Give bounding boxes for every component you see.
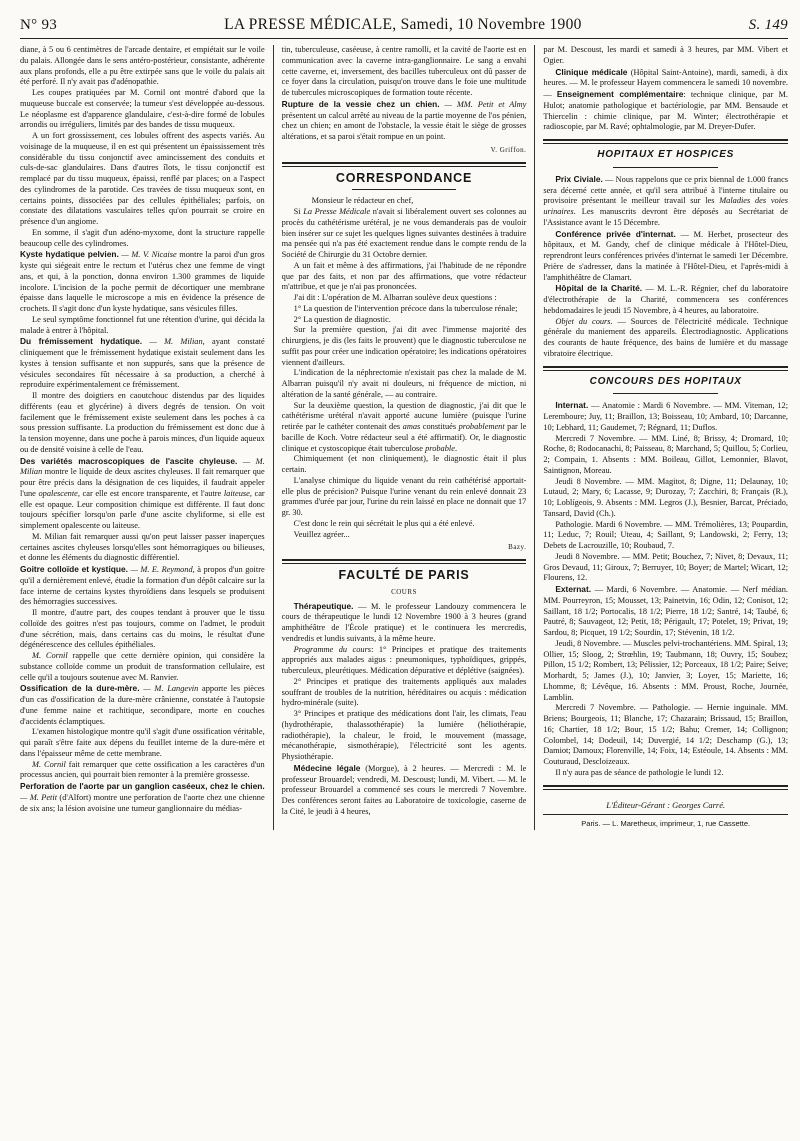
masthead-title: LA PRESSE MÉDICALE, Samedi, 10 Novembre 1900 <box>224 16 582 33</box>
article-rupture <box>282 99 527 143</box>
article-text: à propos d'un goitre qu'il a dernièrement enlevé, étudie la formation d'un dépôt calcaire sur la face interne de certains kystes thyroïdiens dans lesquels se produisent des hémorragies successives. <box>20 565 265 607</box>
column-middle <box>274 45 536 830</box>
paragraph <box>20 760 265 782</box>
article-text: — M. le professeur Landouzy commencera le cours de thérapeutique le lundi 12 Novembre 1900 à 3 heures (grand amphithéâtre de l'École pratique) et le continuera les mercredis, vendredis et lundis suivants, à la même heure. <box>281 601 527 643</box>
article-text: : technique clinique, par M. Hulot; anatomie pathologique et bactériologie, par MM. Bensaude et Thiercelin : chimie clinique, par M. Winter; électrothérapie et radioscopie, par M. Ravé; ophtalmologie, par M. Dreyer-Dufer. <box>543 90 789 132</box>
page-number: S. 149 <box>748 17 788 33</box>
paragraph: Il montre des doigtiers en caoutchouc distendus par des liquides différents (eau et glycérine) à divers degrés de tension. On voit facilement que le frémissement existe seulement dans les poches à ca sous pression suffisante. La production du frémissement est donc due à la tension moyenne, dans une poche à parois minces, d'un liquide aqueux ou de densité voisine à celle de l'eau. <box>20 391 265 454</box>
paragraph <box>282 601 527 645</box>
divider <box>613 167 718 168</box>
paragraph: Le seul symptôme fonctionnel fut une rétention d'urine, qui décida la malade à entrer à l'hôpital. <box>20 314 265 335</box>
article-author: — MM. Petit et Almy <box>444 99 527 109</box>
article-kyste <box>20 249 265 315</box>
paragraph: Jeudi 8 Novembre. — MM. Magitot, 8; Digne, 11; Delaunay, 10; Lutaud, 2; Mary, 6; Lacasse, 9; Durozay, 7; Zacchiri, 8; Français (R.), 10; Loblígeois, 9. Absents : MM. Legros (J.), Besnier, Barcat, Préciado, Tansard, David (Ch.). <box>543 476 789 518</box>
paragraph: A un fort grossissement, ces lobules offrent des aspects variés. Au voisinage de la muqueuse, il en est qui présentent un épaississement très considérable du tissu conjonctif avec amincissement des conduits et culs-de-sac glandulaires. Dans d'autres îlots, le tissu conjonctif est remplacé par du tissu muqueux, épaissi, renflé par places; on a l'aspect des cylindromes de la parotide. Ces travées de tissu muqueux sont, en certains points, dissociées par des cellules épithéliales; parfois, on constate des dilatations vasculaires telles qu'on pourrait se croire en présence d'un angiome. <box>20 131 265 226</box>
paragraph: 2° La question de diagnostic. <box>293 314 391 324</box>
paragraph: 2° Principes et pratique des traitements appliqués aux malades souffrant de troubles de la nutrition, héréditaires ou acquis : médication hydro-minérale (suite). <box>281 676 527 708</box>
article-ossification <box>20 683 265 727</box>
paragraph: Mercredi 7 Novembre. — MM. Liné, 8; Brissy, 4; Dromard, 10; Roche, 8; Rodocanachi, 8; Paisseau, 8; Marchand, 5; Quillou, 5; Corlieu, 2; Compain, 1. Absents : MM. Boileau, Gillot, Lemonnier, Blavot, Saintignon, Moreau. <box>543 433 789 475</box>
section-title-faculte: FACULTÉ DE PARIS <box>338 568 470 582</box>
divider <box>543 814 788 815</box>
text: par le bacille de Koch. Votre rédacteur seul a été affirmatif). Or, le diagnostic clinique et cystoscopique était tuberculose <box>281 422 527 453</box>
section-title-hopitaux: HOPITAUX ET HOSPICES <box>597 149 735 160</box>
paragraph: Il montre, d'autre part, des coupes tendant à prouver que le tissu colloïde des goitres n'est pas toujours, comme on l'admet, le produit d'une sécrétion, mais, dans certains cas du moins, le résultat d'une dégénérescence des cellules épithéliales. <box>20 608 265 650</box>
article-text: ayant constaté cliniquement que le frémissement hydatique existait seulement dans les kystes à tension suffisante et non suppurés, sans que la présence de vésicules secondaires fût nécessaire à sa production, a cherché à reproduire expérimentalement ce frémissement. <box>20 337 265 390</box>
signature: Bazy. <box>508 543 527 552</box>
article-text: — M. Herbet, prosecteur des hôpitaux, et M. Gandy, chef de clinique médicale à l'Hôtel-Dieu, reprendront leurs conférences privées d'internat le samedi 1er Décembre. Prière de s'adresser, dans la matinée à l'Hôtel-Dieu, et l'après-midi à l'amphithéâtre de Clamart. <box>543 229 789 282</box>
article-author: — M. E. Reymond, <box>130 565 195 574</box>
article-text: (Morgue), à 2 heures. — Mercredi : M. le professeur Brouardel; vendredi, M. Descoust; lundi, M. Vibert. — M. le professeur Brouardel a commencé ses cours le mercredi 7 Novembre. Des conférences seront faites au Laboratoire de toxicologie, caserne de la Cité, le jeudi à 4 heures, <box>281 763 527 816</box>
paragraph: Sur la deuxième question, la question de diagnostic, j'ai dit que le cathétérisme urétéral n'avait apporté aucune lumière (puisque l'urine retirée par le cathéter contenait des amas constitués probablement par le bacille de Koch. Votre rédacteur seul a été affirmatif). Or, le diagnostic clinique et cystoscopique était tuberculose probable. <box>281 400 527 453</box>
emphasis: probable <box>425 443 455 453</box>
article-author: — M. V. Nicaise <box>121 250 177 260</box>
text: Sur la deuxième question, la question de diagnostic, j'ai dit que le cathétérisme urétéral n'avait apporté aucune lumière (puisque l'urine retirée par le cathéter contenait des <box>281 400 527 431</box>
paragraph: Jeudi 8 Novembre. — MM. Petit; Bouchez, 7; Nivet, 8; Devaux, 11; Gros Devaud, 11; Giroux, 7; Berruyer, 10; Boyer; de Martel; Wicart, 12; Flourens, 12. <box>543 551 789 583</box>
article-title: Enseignement complémentaire <box>556 89 684 99</box>
printer-line: Paris. — L. Maretheux, imprimeur, 1, rue Cassette. <box>581 819 751 829</box>
section-title-concours: CONCOURS DES HOPITAUX <box>589 375 742 387</box>
article-title: Kyste hydatique pelvien. <box>20 249 119 260</box>
emphasis: amas <box>402 422 421 431</box>
paragraph <box>543 67 788 134</box>
section-title-correspondance: CORRESPONDANCE <box>335 170 473 185</box>
paragraph: diane, à 5 ou 6 centimètres de l'arcade dentaire, et empiétait sur le voile du palais. Allongée dans le sens antéro-postérieur, consistante, adhérente aux plans profonds, elle a pu être extirpée sans que le voile du palais ait été perforé. Il n'y avait pas d'adénopathie. <box>20 45 265 87</box>
emphasis: opalescente <box>38 488 78 498</box>
paragraph: Jeudi, 8 Novembre. — Muscles pelvi-trochantériens. MM. Spiral, 13; Ollier, 15; Sloog, 2; Strœhlin, 19; Taubmann, 18; Ouvry, 15; Soubez; Pillon, 15 1/2; Rombert, 13; Pélissier, 12; Porceaux, 18 1/2; Paire; Seive; Morhardt, 5; James (J.), 10; Janvier, 3; Loyer, 15; Mariette, 16; Lhomme, 8; Lévêque, 16. Absents : MM. Proust, Roche, Journée, Lamblin. <box>543 638 789 702</box>
paragraph: Sur la première question, j'ai dit avec l'immense majorité des chirurgiens, je dis (les faits le prouvent) que le diagnostic tuberculose ne suffit pas pour créer une indication opératoire; les indications opératoires viennent d'ailleurs. <box>281 325 527 367</box>
column-right <box>535 45 788 830</box>
label: Objet du cours. <box>555 316 613 326</box>
paragraph: Il n'y aura pas de séance de pathologie le lundi 12. <box>555 767 724 777</box>
article-title: Internat. <box>555 400 589 411</box>
paragraph: C'est donc le rein qui sécrétait le plus qui a été enlevé. <box>293 518 475 528</box>
paragraph: tin, tuberculeuse, caséeuse, à centre ramolli, et la cavité de l'aorte est en communication avec la caverne intra-ganglionnaire. Le sang a envahi cette caverne, et, inversement, des bacilles tuberculeux ont dû passer de ce foyer dans la circulation, puisqu'on trouve dans le foie une multitude de tubercules microscopiques de formation toute récente. <box>281 45 527 97</box>
article-title: Conférence privée d'internat. <box>555 228 676 239</box>
paragraph <box>543 400 788 433</box>
page-header <box>20 16 788 39</box>
paragraph: Pathologie. Mardi 6 Novembre. — MM. Trémolières, 13; Poupardin, 11; Leduc, 7; Rouil; Uteau, 4; Saillant, 9; Landowski, 2; Ferry, 13; Debets de Lacrouzille, 10; Roubaud, 7. <box>543 519 789 550</box>
text: n'avait si libéralement ouvert ses colonnes au procès du cathétérisme urétéral, je ne vous demanderais pas de vouloir bien insérer sur ce sujet les quelques lignes suivantes destinées à traduire ma pensée qui n'a pas été exactement rendue dans le compte rendu de la Société de Chirurgie du 31 Octobre dernier. <box>281 207 527 259</box>
paragraph: A un fait et même à des affirmations, j'ai l'habitude de ne répondre que par des faits, et non par des affirmations, que votre rédacteur m'attribue, et que je n'ai pas prononcées. <box>281 260 527 292</box>
article-title: Médecine légale <box>293 762 361 773</box>
article-title: Du frémissement hydatique. <box>20 336 143 347</box>
text: — Sources de l'électricité médicale. Technique générale du maniement des appareils. Électrodiagnostic. Applications des courants de haute fréquence, des bains de lumière et du massage vibratoire électrique. <box>543 316 789 358</box>
paragraph: Mercredi 7 Novembre. — Pathologie. — Hernie inguinale. MM. Briens; Bourgeois, 11; Blanche, 17; Chazarain; Brissaud, 15; Braillon, 16; Chartier, 18 1/2; Bour, 15 1/2; Bahu; Cremer, 14; Collignon; Colombel, 14; Dodeuil, 14; Duvergié, 14 1/2; Deschamp (G.), 13; Damiot; Damoux; Florenville, 14; Foix, 14; Estéoule, 14. Absents : MM. Couturaud, Descloizeaux. <box>543 703 789 766</box>
section-divider <box>543 785 788 790</box>
journal-name: La Presse Médicale <box>303 207 371 216</box>
section-divider <box>543 139 788 144</box>
paragraph: par M. Descoust, les mardi et samedi à 3 heures, par MM. Vibert et Ogier. <box>543 45 789 65</box>
paragraph: L'indication de la néphrectomie n'existait pas chez la malade de M. Albarran puisqu'il n'y avait ni douleurs, ni fréquence de miction, ni altération de la santé générale, — au contraire. <box>281 368 527 399</box>
editor-line: L'Éditeur-Gérant : Georges Carré. <box>606 799 726 810</box>
article-author: M. Cornil <box>32 651 68 660</box>
paragraph: L'examen histologique montre qu'il s'agit d'une ossification véritable, qui paraît s'être faite aux dépens du feuillet interne de la dure-mère et dans l'épaisseur même de cette membrane. <box>20 727 265 758</box>
emphasis: probablement <box>458 422 505 431</box>
text: Si <box>293 207 301 216</box>
article-title: Externat. <box>555 584 592 594</box>
text: constitués <box>422 422 457 431</box>
paragraph: 1° La question de l'intervention précoce dans la tuberculose rénale; <box>293 303 518 313</box>
article-author: M. Cornil <box>32 759 66 769</box>
article-fremissement <box>20 336 265 391</box>
article-title: Ossification de la dure-mère. <box>20 683 140 694</box>
paragraph: Les coupes pratiquées par M. Cornil ont montré d'abord que la muqueuse buccale est conservée; la tumeur s'est développée au-dessous. Le néoplasme est d'apparence glandulaire, c'est-à-dire formé de lobules arrondis ou irréguliers, limités par des bandes de tissu muqueux. <box>20 88 265 130</box>
paragraph: L'analyse chimique du liquide venant du rein cathétérisé apportait-elle plus de précision? Puisque l'urine venant du rein enlevé donnait 23 grammes d'urée par jour, l'urine du rein laissé en place ne donnait que 17 gr. 30. <box>281 475 527 517</box>
article-title: Rupture de la vessie chez un chien. <box>281 98 440 109</box>
paragraph: Chimiquement (et non cliniquement), le diagnostic était il plus certain. <box>281 454 527 474</box>
article-author: — M. Petit <box>20 792 58 802</box>
article-text: . Les manuscrits devront être déposés au Secrétariat de l'Assistance avant le 15 Décembre. <box>543 207 789 227</box>
article-title: Prix Civiale. <box>555 173 603 184</box>
article-author: — M. Langevin <box>143 684 199 694</box>
article-goitre <box>20 564 265 608</box>
paragraph <box>543 317 788 360</box>
article-title: Perforation de l'aorte par un ganglion caséeux, chez le chien. <box>20 781 265 791</box>
article-ascite <box>20 456 265 532</box>
article-title: Goitre colloïde et kystique. <box>20 564 128 574</box>
paragraph <box>282 645 527 677</box>
divider <box>613 393 718 394</box>
article-text: montre la paroi d'un gros kyste qui siégeait entre le rectum et l'utérus chez une femme de vingt ans, et qui, à la ponction, donna environ 1.300 grammes de liquide incolore. L'incision de la poche permit de décortiquer une membrane épaisse dans laquelle le microscope a mis en évidence la présence de crochets. Il s'agit donc d'un kyste hydatique, sans vésicules filles. <box>20 250 265 313</box>
article-text: — M. L.-R. Régnier, chef du laboratoire d'électrothérapie de la Charité, commencera ses conférences hebdomadaires le jeudi 15 Novembre, à 4 heures, au laboratoire. <box>543 284 789 315</box>
paragraph: J'ai dit : L'opération de M. Albarran soulève deux questions : <box>293 293 497 302</box>
article-text: présentent un calcul arrêté au niveau de la partie moyenne de l'os pénien, chez un chien; en amont de l'obstacle, la vessie était le siège de grosses altérations, et sa paroi s'était rompue en un point. <box>281 110 527 141</box>
paragraph <box>543 283 788 316</box>
article-title: Hôpital de la Charité. <box>555 283 643 294</box>
salutation: Monsieur le rédacteur en chef, <box>311 196 414 206</box>
paragraph: Veuillez agréer... <box>293 529 350 539</box>
divider <box>352 189 457 190</box>
section-divider <box>282 559 527 564</box>
paragraph: 3° Principes et pratique des médications dont l'air, les climats, l'eau (hydrothérapie, thalassothérapie) la lumière (héliothérapie, radiothérapie), la chaleur, le froid, le mouvement (massage, mécanothérapie, sismothérapie), l'électricité sont les agents. Physiothérapie. <box>281 709 527 761</box>
article-author: — M. Milian <box>20 456 265 477</box>
emphasis: laiteuse <box>223 488 250 498</box>
article-text: montre le liquide de deux ascites chyleuses. Il fait remarquer que pour être précis dans la désignation de ces liquides, il faudrait appeler l'une <box>20 467 265 498</box>
paragraph <box>543 584 788 639</box>
column-left <box>20 45 274 830</box>
paragraph <box>543 174 788 229</box>
article-text: — Nous rappelons que ce prix biennal de 1.000 francs sera décerné cette année, et qu'il sera attribué à l'interne titulaire ou provisoire présentant le meilleur travail sur les <box>543 174 789 206</box>
article-text: (d'Alfort) montre une perforation de l'aorte chez une chienne de six ans; la lésion avoisine une tumeur ganglionnaire du médias- <box>20 792 265 813</box>
article-text: — Mardi, 6 Novembre. — Anatomie. — Nerf médian. MM. Pourreyron, 15; Mousset, 13; Painetvin, 16; Odin, 12; Conisot, 12; Saillant, 18 1/2; Portocalis, 18 1/2; Pierre, 18 1/2; Santré, 14; Taubé, 6; Pautré, 8; Sauvageot, 12; Petit, 18; Périgault, 17; Potelet, 19; Privat, 19; Sardou, 8; Picquet, 19 1/2; Sourdin, 17; Stévenin, 18 1/2. <box>543 585 789 637</box>
emphasis: Maladies des voies urinaires <box>543 196 788 216</box>
label: Programme du cours <box>293 644 372 654</box>
signature: V. Griffon. <box>490 145 527 154</box>
article-text: (Hôpital Saint-Antoine), mardi, samedi, à dix heures. — M. le professeur Hayem commencera le samedi 10 novembre. — <box>543 67 789 99</box>
paragraph <box>543 229 788 284</box>
subsection-title: COURS <box>391 587 417 596</box>
article-author: — M. Milian, <box>149 337 205 347</box>
article-title: Thérapeutique. <box>293 600 354 611</box>
text: : 1° Principes et pratique des traitements appropriés aux malades aigus : pneumoniques, typhoïdiques, grippés, tuberculeux, pleurétiques. Médication dépurative et déplétive (saignées). <box>281 644 527 675</box>
paragraph <box>20 651 265 683</box>
section-divider <box>282 162 527 167</box>
article-perforation <box>20 781 265 814</box>
paragraph <box>282 207 527 261</box>
article-title: Des variétés macroscopiques de l'ascite chyleuse. <box>20 455 238 466</box>
section-divider <box>543 366 788 371</box>
article-text: apporte les pièces d'un cas d'ossification de la dure-mère crânienne, constatée à l'autopsie d'une femme naine et rachitique, secondipare, morte en couches d'accidents éclamptiques. <box>20 684 265 726</box>
article-text: fait remarquer que cette ossification a les caractères d'un processus ancien, qui pourrait bien remonter à la première grossesse. <box>20 759 265 780</box>
article-text: — Anatomie : Mardi 6 Novembre. — MM. Viteman, 12; Leremboure; Juy, 11; Braillon, 13; Boisseau, 10; Ambard, 10; Darcanne, 10; Lebhard, 11; Gaudemet, 7; Régnard, 11; Duflos. <box>543 401 789 432</box>
issue-number: N° 93 <box>20 17 58 33</box>
article-text: , car elle est encore transparente, et l'autre <box>77 488 222 498</box>
paragraph: En somme, il s'agit d'un adéno-myxome, dont la structure rappelle beaucoup celle des cylindromes. <box>20 227 265 248</box>
paragraph <box>282 763 527 818</box>
article-title: Clinique médicale <box>555 66 628 77</box>
article-text: rappelle que cette dernière opinion, qui considère la substance colloïde comme un produit de transformation cellulaire, est celle qu'il a toujours soutenue avec M. Ranvier. <box>20 651 265 682</box>
paragraph: M. Milian fait remarquer aussi qu'on peut laisser passer inaperçues certaines ascites chyleuses lorsqu'elles sont hémorragiques ou bilieuses, et donne les éléments du diagnostic différentiel. <box>20 531 265 563</box>
article-text: , car elle est opaque. Leur composition chimique est différente. Il faut donc toujours spécifier lorsqu'on parle d'une ascite chyliforme, si elle est simplement opalescente ou laiteuse. <box>20 488 265 530</box>
